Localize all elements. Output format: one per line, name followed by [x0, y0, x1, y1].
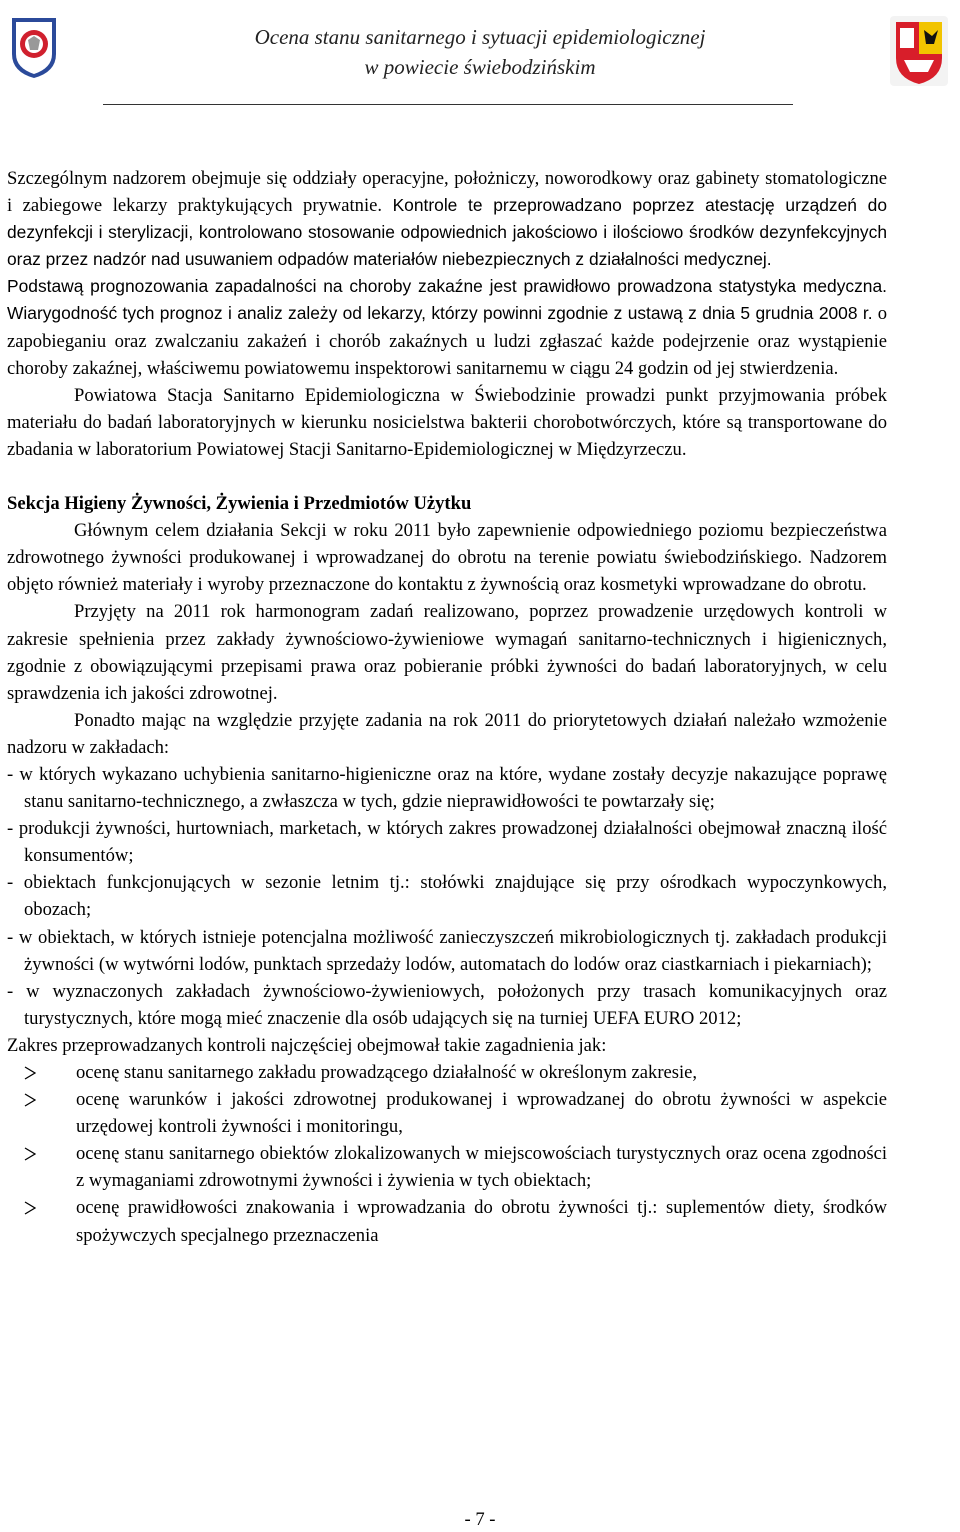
chevron-list-item — [7, 1140, 887, 1194]
chevron-list-item — [7, 1059, 887, 1086]
list-item-text: ocenę warunków i jakości zdrowotnej produkowanej i wprowadzanej do obrotu żywności w aspekcie urzędowej kontroli żywności i monitoringu, — [76, 1089, 887, 1138]
paragraph: Głównym celem działania Sekcji w roku 2011 było zapewnienie odpowiedniego poziomu bezpieczeństwa zdrowotnego żywności produkowanej i wprowadzanej do obrotu na terenie powiatu świebodzińskiego. Nadzorem objęto również materiały i wyroby przeznaczone do kontaktu z żywnością oraz kosmetyki wprowadzane do obrotu. — [7, 520, 887, 596]
chevron-right-outline-icon — [24, 1059, 44, 1086]
paragraph — [7, 273, 887, 381]
page-header — [0, 0, 960, 110]
dash-list-item: - produkcji żywności, hurtowniach, marketach, w których zakres prowadzonej działalności obejmował znaczną ilość konsumentów; — [7, 818, 887, 867]
chevron-list-item — [7, 1194, 887, 1248]
list-item-text: ocenę prawidłowości znakowania i wprowadzania do obrotu żywności tj.: suplementów diety, środków spożywczych specjalnego przeznaczenia — [76, 1197, 887, 1246]
paragraph: Powiatowa Stacja Sanitarno Epidemiologiczna w Świebodzinie prowadzi punkt przyjmowania próbek materiału do badań laboratoryjnych w kierunku nosicielstwa bakterii chorobotwórczych, które są transportowane do zbadania w laboratorium Powiatowej Stacji Sanitarno-Epidemiologicznej w Międzyrzeczu. — [7, 384, 887, 460]
running-title-line-2: w powiecie świebodzińskim — [364, 55, 596, 79]
paragraph: Przyjęty na 2011 rok harmonogram zadań realizowano, poprzez prowadzenie urzędowych kontroli w zakresie spełnienia przez zakłady żywnościowo-żywieniowe wymagań sanitarno-technicznych i higienicznych, zgodnie z obowiązującymi przepisami prawa oraz pobieranie próbki żywności do badań laboratoryjnych, w celu sprawdzenia ich jakości zdrowotnej. — [7, 601, 887, 704]
list-item-text: ocenę stanu sanitarnego obiektów zlokalizowanych w miejscowościach turystycznych oraz ocena zgodności z wymaganiami zdrowotnymi żywności i żywienia w tych obiektach; — [76, 1143, 887, 1192]
running-title-line-1: Ocena stanu sanitarnego i sytuacji epidemiologicznej — [254, 25, 706, 49]
county-coat-of-arms — [888, 14, 950, 88]
paragraph: Zakres przeprowadzanych kontroli najczęściej obejmował takie zagadnienia jak: — [7, 1034, 607, 1056]
page-number: - 7 - — [464, 1509, 496, 1530]
paragraph: Ponadto mając na względzie przyjęte zadania na rok 2011 do priorytetowych działań należało wzmożenie nadzoru w zakładach: — [7, 709, 887, 758]
sentence: o zapobieganiu oraz zwalczaniu zakażeń i chorób zakaźnych u ludzi zgłaszać każde podejrzenie oraz wystąpienie choroby zakaźnej, właściwemu powiatowemu inspektorowi sanitarnemu w ciągu 24 godzin od jej stwierdzenia. — [7, 303, 887, 379]
header-divider — [103, 104, 793, 105]
dash-list-item: - w których wykazano uchybienia sanitarno-higieniczne oraz na które, wydane zostały decyzje nakazujące poprawę stanu sanitarno-technicznego, a zwłaszcza w tych, gdzie nieprawidłowości te powtarzały się; — [7, 763, 887, 813]
sentence: Podstawą prognozowania zapadalności na choroby zakaźne jest prawidłowo prowadzona statystyka medyczna. — [7, 276, 887, 297]
document-running-title — [140, 22, 820, 82]
page-content — [7, 165, 887, 1249]
dash-list-item: - obiektach funkcjonujących w sezonie letnim tj.: stołówki znajdujące się przy ośrodkach wypoczynkowych, obozach; — [7, 872, 887, 921]
sentence: Wiarygodność tych prognoz i analiz zależy od lekarzy, którzy powinni zgodnie z ustawą z dnia 5 grudnia 2008 r. — [7, 303, 873, 324]
chevron-right-outline-icon — [24, 1086, 44, 1113]
section-heading: Sekcja Higieny Żywności, Żywienia i Przedmiotów Użytku — [7, 493, 472, 515]
sentence: Kontrole te przeprowadzano poprzez atestację urządzeń do dezynfekcji i sterylizacji, kontrolowano stosowanie odpowiednich jakościowo i ilościowo środków dezynfekcyjnych oraz przez nadzór nad usuwaniem odpadów materiałów niebezpiecznych z działalności medycznej. — [7, 195, 887, 270]
chevron-right-outline-icon — [24, 1194, 44, 1221]
chevron-right-outline-icon — [24, 1140, 44, 1167]
sentence: Szczególnym nadzorem obejmuje się oddziały operacyjne, położniczy, noworodkowy oraz gabinety stomatologiczne i zabiegowe lekarzy praktykujących prywatnie. — [7, 168, 887, 217]
dash-list-item: - w obiektach, w których istnieje potencjalna możliwość zanieczyszczeń mikrobiologicznych tj. zakładach produkcji żywności (w wytwórni lodów, punktach sprzedaży lodów, automatach do lodów oraz ciastkarniach i piekarniach); — [7, 926, 887, 975]
list-item-text: ocenę stanu sanitarnego zakładu prowadzącego działalność w określonym zakresie, — [76, 1062, 698, 1083]
state-sanitary-inspection-logo — [8, 14, 60, 80]
chevron-list-item — [7, 1086, 887, 1140]
paragraph — [7, 165, 887, 273]
dash-list-item: - w wyznaczonych zakładach żywnościowo-żywieniowych, położonych przy trasach komunikacyjnych oraz turystycznych, które mogą mieć znaczenie dla osób udających się na turniej UEFA EURO 2012; — [7, 980, 887, 1029]
